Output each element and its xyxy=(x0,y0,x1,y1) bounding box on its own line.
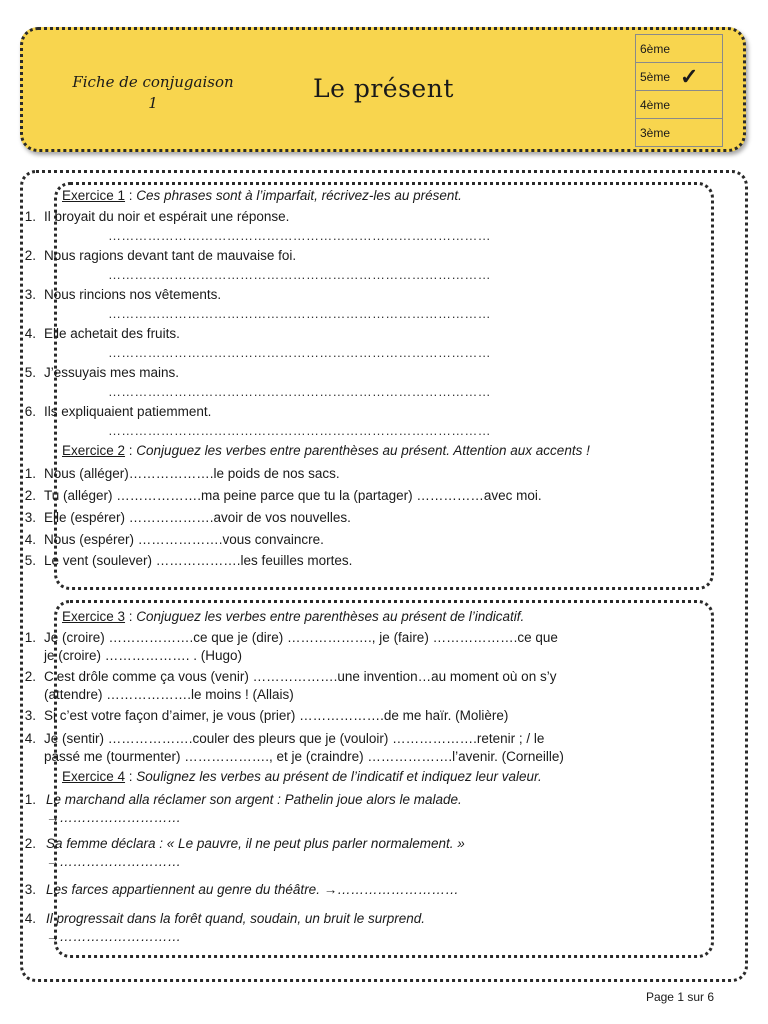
exercise2-separator: : xyxy=(125,443,137,458)
item-text: Il broyait du noir et espérait une réponse. xyxy=(44,209,290,224)
item-text-line1: C’est drôle comme ça vous (venir) ……………….une invention…au moment où on s’y xyxy=(44,669,557,684)
item-text: Nous (espérer) ……………….vous convaincre. xyxy=(44,532,324,547)
item-text-line1: Si c’est votre façon d’aimer, je vous (prier) ……………….de me haïr. (Molière) xyxy=(44,708,509,723)
item-text-line1: Les farces appartiennent au genre du théâtre. →……………………… xyxy=(46,882,459,897)
item-text-line1: Sa femme déclara : « Le pauvre, il ne peut plus parler normalement. » xyxy=(46,836,465,851)
item-number: 3. xyxy=(24,882,36,897)
item-text: Nous rincions nos vêtements. xyxy=(44,287,222,302)
item-text: Nous ragions devant tant de mauvaise foi. xyxy=(44,248,297,263)
item-text-line1: Le marchand alla réclamer son argent : Pathelin joue alors le malade. xyxy=(46,792,462,807)
item-number: 4. xyxy=(24,731,36,746)
item-number: 1. xyxy=(24,792,36,807)
worksheet-number: 1 xyxy=(148,94,158,112)
item-number: 3. xyxy=(24,287,36,302)
level-5eme xyxy=(636,63,723,91)
level-3eme: 3ème xyxy=(636,119,723,147)
level-table xyxy=(635,34,723,147)
level-6eme: 6ème xyxy=(636,35,723,63)
exercise1-heading xyxy=(62,188,462,203)
item-text: Le vent (soulever) ……………….les feuilles mortes. xyxy=(44,553,353,568)
item-text: Tu (alléger) ……………….ma peine parce que tu la (partager) ……………avec moi. xyxy=(44,488,542,503)
level-4eme: 4ème xyxy=(636,91,723,119)
worksheet-title xyxy=(63,72,243,114)
exercise3-label: Exercice 3 xyxy=(62,609,126,624)
item-text-line2: passé me (tourmenter) ………………., et je (craindre) ……………….l’avenir. (Corneille) xyxy=(44,749,564,764)
item-number: 3. xyxy=(24,510,36,525)
item-number: 4. xyxy=(24,326,36,341)
item-text-line1: Il progressait dans la forêt quand, soudain, un bruit le surprend. xyxy=(46,911,425,926)
exercise2-label: Exercice 2 xyxy=(62,443,126,458)
item-text: Nous (alléger)……………….le poids de nos sacs. xyxy=(44,466,340,481)
item-number: 5. xyxy=(24,365,36,380)
item-text: Elle (espérer) ……………….avoir de vos nouvelles. xyxy=(44,510,351,525)
level-5eme-label: 5ème xyxy=(640,69,671,84)
item-number: 1. xyxy=(24,209,36,224)
item-text: J’essuyais mes mains. xyxy=(44,365,180,380)
checkmark-icon: ✓ xyxy=(680,64,699,89)
page-number: Page 1 sur 6 xyxy=(645,990,714,1004)
item-number: 3. xyxy=(24,708,36,723)
exercise3-heading xyxy=(62,609,524,624)
answer-arrow-line[interactable]: →……………………… xyxy=(46,854,181,869)
exercise3-instruction: Conjuguez les verbes entre parenthèses au présent de l’indicatif. xyxy=(136,609,525,624)
item-text-line1: Je (sentir) ……………….couler des pleurs que je (vouloir) ……………….retenir ; / le xyxy=(44,731,545,746)
item-text: Elle achetait des fruits. xyxy=(44,326,180,341)
exercise1-separator: : xyxy=(125,188,137,203)
exercise4-instruction: Soulignez les verbes au présent de l’indicatif et indiquez leur valeur. xyxy=(136,769,542,784)
item-number: 2. xyxy=(24,488,36,503)
exercise4-heading xyxy=(62,769,542,784)
exercise3-separator: : xyxy=(125,609,137,624)
item-number: 5. xyxy=(24,553,36,568)
answer-arrow-line[interactable]: →……………………… xyxy=(46,810,181,825)
item-number: 4. xyxy=(24,911,36,926)
item-number: 4. xyxy=(24,532,36,547)
header-banner xyxy=(20,27,746,152)
item-number: 2. xyxy=(24,248,36,263)
exercise1-instruction: Ces phrases sont à l’imparfait, récrivez-les au présent. xyxy=(136,188,462,203)
answer-line[interactable]: …………………………………………………………………………… xyxy=(108,228,491,243)
answer-line[interactable]: …………………………………………………………………………… xyxy=(108,306,491,321)
answer-line[interactable]: …………………………………………………………………………… xyxy=(108,384,491,399)
item-number: 2. xyxy=(24,836,36,851)
item-text: Ils expliquaient patiemment. xyxy=(44,404,212,419)
page-title: Le présent xyxy=(313,74,454,103)
item-number: 6. xyxy=(24,404,36,419)
item-number: 1. xyxy=(24,466,36,481)
answer-arrow-line[interactable]: →……………………… xyxy=(46,929,181,944)
worksheet-title-line1: Fiche de conjugaison xyxy=(72,73,234,91)
answer-line[interactable]: …………………………………………………………………………… xyxy=(108,423,491,438)
exercise4-label: Exercice 4 xyxy=(62,769,126,784)
item-text-line2: je (croire) ………………. . (Hugo) xyxy=(44,648,243,663)
exercise1-label: Exercice 1 xyxy=(62,188,126,203)
exercise2-instruction: Conjuguez les verbes entre parenthèses au présent. Attention aux accents ! xyxy=(136,443,590,458)
answer-line[interactable]: …………………………………………………………………………… xyxy=(108,267,491,282)
item-number: 1. xyxy=(24,630,36,645)
item-text-line1: Je (croire) ……………….ce que je (dire) ………………., je (faire) ……………….ce que xyxy=(44,630,558,645)
answer-line[interactable]: …………………………………………………………………………… xyxy=(108,345,491,360)
exercise4-separator: : xyxy=(125,769,137,784)
item-text-line2: (attendre) ……………….le moins ! (Allais) xyxy=(44,687,294,702)
exercise2-heading xyxy=(62,443,590,458)
item-number: 2. xyxy=(24,669,36,684)
